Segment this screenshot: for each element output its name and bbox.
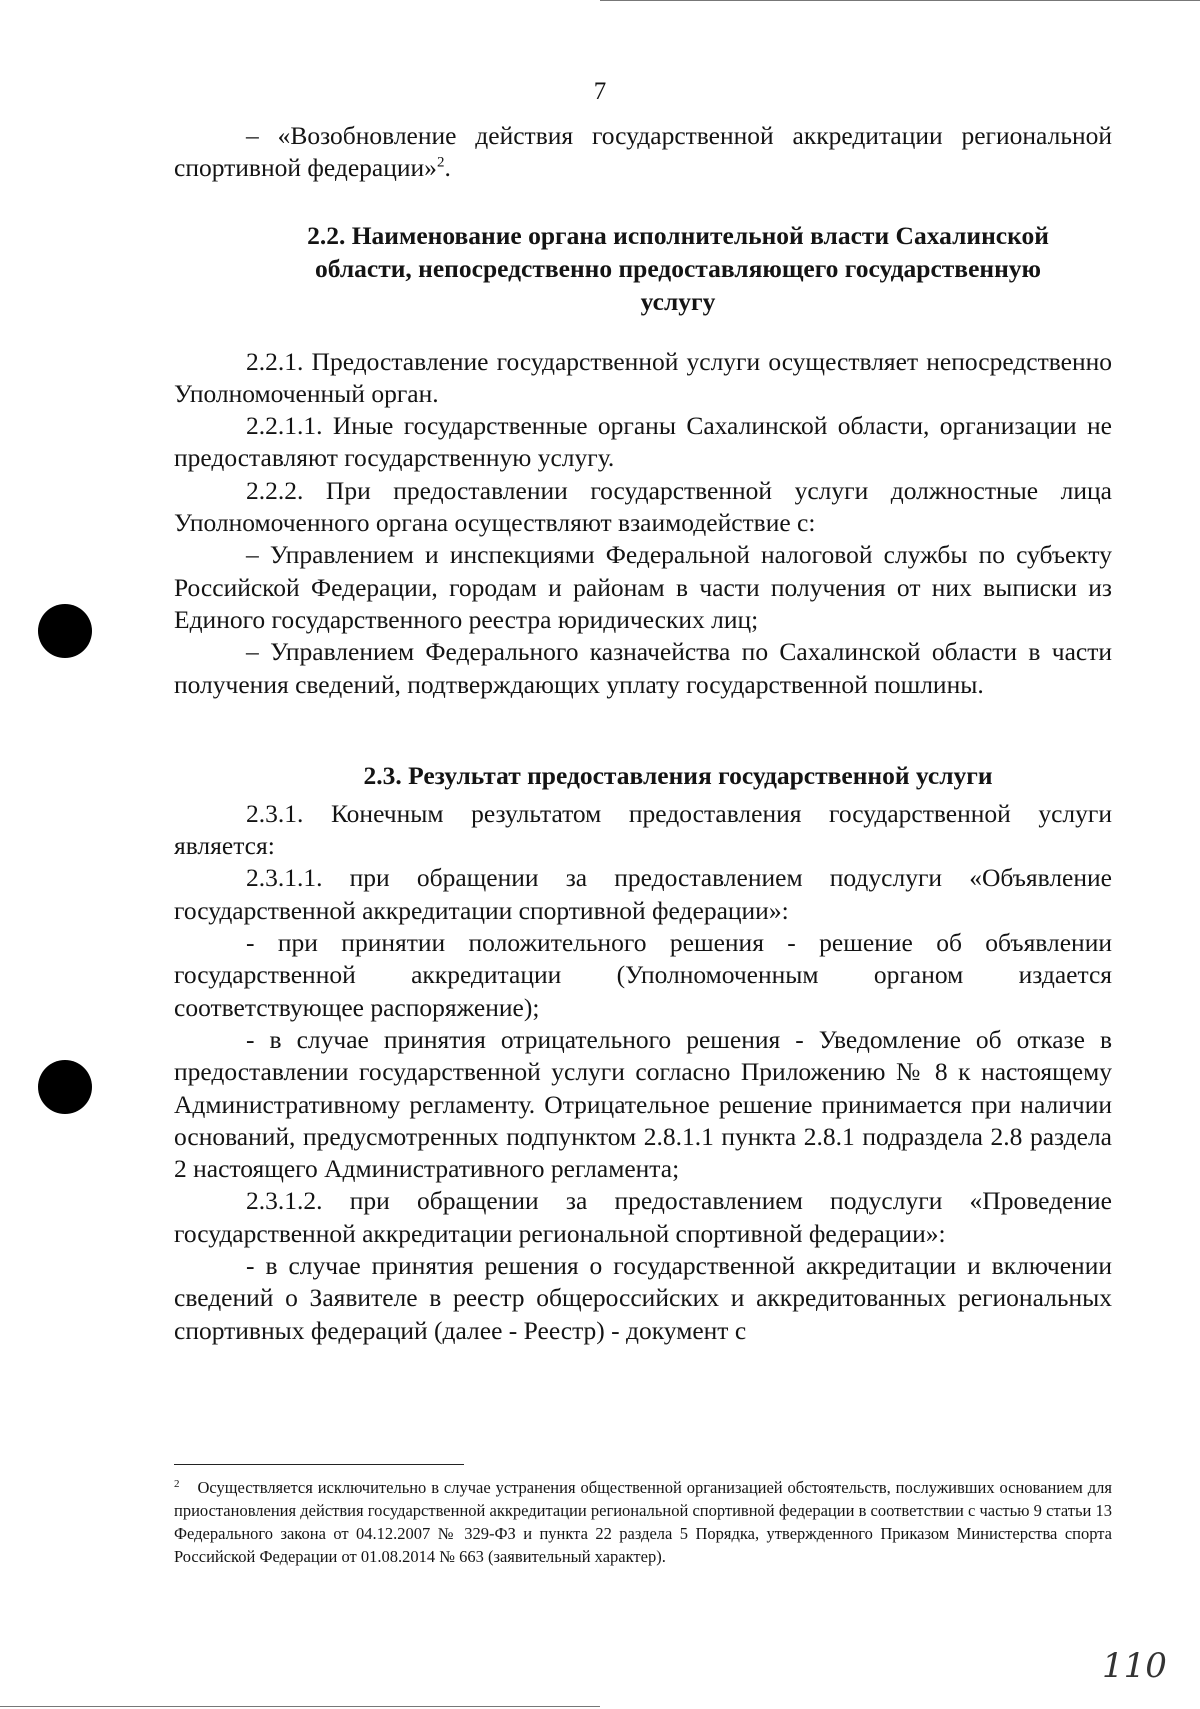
item-negative-decision: - в случае принятия отрицательного решения - Уведомление об отказе в предоставлении государственной услуги согласно Приложению № 8 к настоящему Административному регламенту. Отрицательное решение принимается при наличии оснований, предусмотренных подпунктом 2.8.1.1 пункта 2.8.1 подраздела 2.8 раздела 2 настоящего Административного регламента; bbox=[174, 1024, 1112, 1184]
page-number: 7 bbox=[593, 78, 607, 105]
paragraph-2-2-1: 2.2.1. Предоставление государственной услуги осуществляет непосредственно Уполномоченный орган. bbox=[174, 346, 1112, 408]
section-heading-2-2: 2.2. Наименование органа исполнительной власти Сахалинской области, непосредственно предоставляющего государственную услугу bbox=[307, 220, 1049, 316]
scan-edge-top bbox=[600, 0, 1200, 1]
dash-item-resumption: – «Возобновление действия государственной аккредитации региональной спортивной федерации»$^2$. bbox=[174, 121, 1112, 183]
footnote-separator bbox=[174, 1464, 464, 1465]
document-body bbox=[174, 120, 1112, 1347]
paragraph-2-2-1-1: 2.2.1.1. Иные государственные органы Сахалинской области, организации не предоставляют государственную услугу. bbox=[174, 411, 1112, 473]
item-accreditation-decision: - в случае принятия решения о государственной аккредитации и включении сведений о Заявителе в реестр общероссийских и аккредитованных региональных спортивных федераций (далее - Реестр) - документ с bbox=[174, 1251, 1112, 1345]
handwritten-page-mark: 110 bbox=[1102, 1646, 1167, 1686]
paragraph-2-3-1-2: 2.3.1.2. при обращении за предоставлением подуслуги «Проведение государственной аккредитации региональной спортивной федерации»: bbox=[174, 1186, 1112, 1248]
paragraph-2-2-2: 2.2.2. При предоставлении государственной услуги должностные лица Уполномоченного органа осуществляют взаимодействие с: bbox=[174, 475, 1112, 538]
footnote bbox=[174, 1476, 1112, 1568]
section-heading-2-3: 2.3. Результат предоставления государственной услуги bbox=[363, 760, 993, 790]
scan-edge-bottom bbox=[0, 1706, 600, 1707]
dash-item-tax-service: – Управлением и инспекциями Федеральной налоговой службы по субъекту Российской Федерации, городам и районам в части получения от них выписки из Единого государственного реестра юридических лиц; bbox=[174, 540, 1112, 634]
item-positive-decision: - при принятии положительного решения - решение об объявлении государственной аккредитации (Уполномоченным органом издается соответствующее распоряжение); bbox=[174, 928, 1112, 1022]
paragraph-2-3-1-1: 2.3.1.1. при обращении за предоставлением подуслуги «Объявление государственной аккредитации спортивной федерации»: bbox=[174, 863, 1112, 925]
footnote-ref: 2 bbox=[436, 154, 445, 171]
footnote-mark: 2 bbox=[174, 1477, 180, 1490]
paragraph-2-3-1: 2.3.1. Конечным результатом предоставления государственной услуги является: bbox=[174, 798, 1112, 861]
footnote-text: Осуществляется исключительно в случае устранения общественной организацией обстоятельств, послуживших основанием для приостановления действия государственной аккредитации региональной спортивной федерации в соответствии с частью 9 статьи 13 Федерального закона от 04.12.2007 № 329-ФЗ и пункта 22 раздела 5 Порядка, утвержденного Приказом Министерства спорта Российской Федерации от 01.08.2014 № 663 (заявительный характер). bbox=[174, 1478, 1112, 1566]
dash-item-treasury: – Управлением Федерального казначейства по Сахалинской области в части получения сведений, подтверждающих уплату государственной пошлины. bbox=[174, 637, 1112, 699]
punch-hole bbox=[38, 604, 92, 658]
punch-hole bbox=[38, 1060, 92, 1114]
